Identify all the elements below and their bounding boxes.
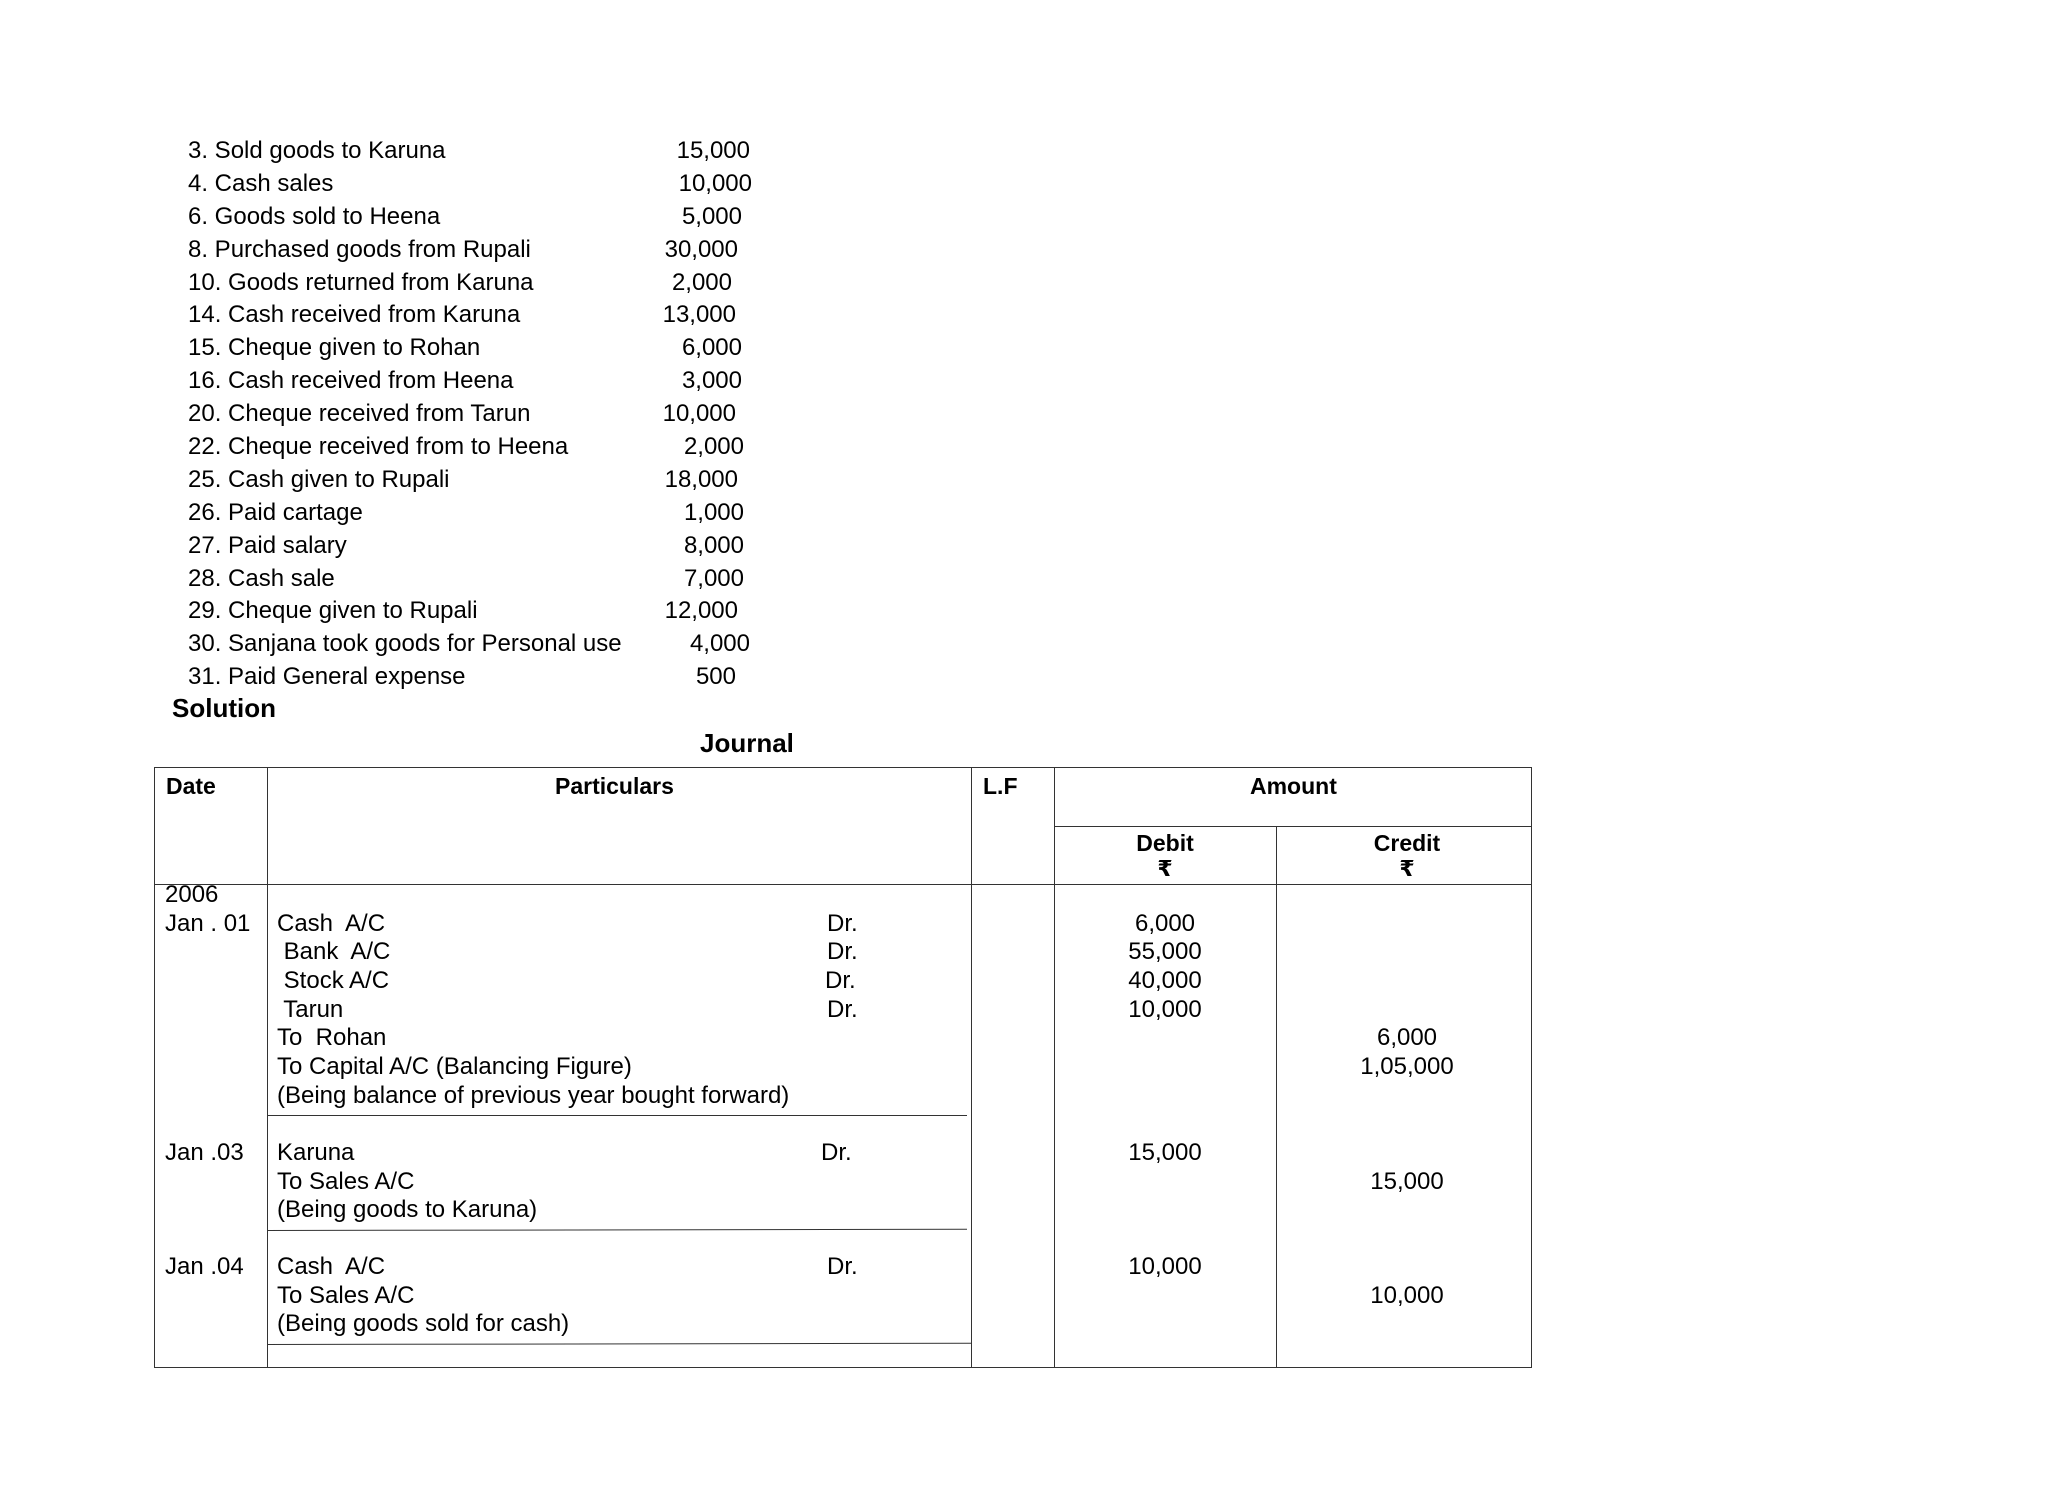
entry2-line: Karuna (277, 1139, 355, 1166)
entry3-credit: 10,000 (1370, 1282, 1444, 1309)
transaction-amount: 13,000 (662, 301, 736, 329)
header-lf: L.F (983, 773, 1018, 799)
transaction-description: 8. Purchased goods from Rupali (188, 235, 531, 263)
transaction-row (188, 398, 1008, 431)
transaction-description: 29. Cheque given to Rupali (188, 597, 478, 625)
transaction-row (188, 628, 1008, 661)
transaction-amount: 3,000 (681, 367, 742, 395)
col-rule-date (267, 768, 268, 1367)
transaction-row (188, 168, 1008, 201)
transaction-amount: 10,000 (662, 400, 736, 428)
transaction-amount: 30,000 (664, 235, 738, 263)
transaction-row (188, 135, 1008, 168)
transaction-row (188, 530, 1008, 563)
transaction-description: 6. Goods sold to Heena (188, 202, 441, 230)
transaction-description: 26. Paid cartage (188, 498, 363, 526)
entry2-narration: (Being goods to Karuna) (277, 1196, 538, 1223)
transaction-description: 31. Paid General expense (188, 663, 466, 691)
transaction-amount: 8,000 (683, 531, 744, 559)
entry1-line: To Capital A/C (Balancing Figure) (277, 1053, 632, 1080)
transaction-amount: 6,000 (681, 334, 742, 362)
transaction-amount: 4,000 (689, 630, 750, 658)
transaction-row (188, 365, 1008, 398)
entry1-rule (267, 1115, 967, 1116)
entry1-line: To Rohan (277, 1024, 387, 1051)
transaction-amount: 15,000 (676, 137, 750, 164)
entry2-debit: 15,000 (1128, 1139, 1202, 1166)
transaction-description: 10. Goods returned from Karuna (188, 268, 534, 296)
transaction-description: 28. Cash sale (188, 564, 335, 592)
transaction-amount: 18,000 (664, 465, 738, 493)
entry-year: 2006 (165, 881, 219, 908)
entry1-dr: Dr. (827, 910, 858, 937)
transaction-description: 22. Cheque received from to Heena (188, 433, 569, 461)
transaction-description: 16. Cash received from Heena (188, 367, 514, 395)
transaction-amount: 5,000 (681, 202, 742, 230)
col-rule-debit (1276, 826, 1277, 1367)
amount-subheader-rule (1054, 826, 1531, 827)
entry1-line: Tarun (277, 996, 344, 1023)
transaction-description: 3. Sold goods to Karuna (188, 137, 446, 164)
journal-title: Journal (700, 728, 794, 758)
transaction-row (188, 299, 1008, 332)
entry1-credit: 1,05,000 (1360, 1053, 1454, 1080)
transaction-amount: 500 (695, 663, 736, 691)
entry3-line: To Sales A/C (277, 1282, 415, 1309)
header-debit: Debit (1136, 830, 1194, 856)
entry1-line: Bank A/C (277, 938, 391, 965)
transaction-amount: 1,000 (683, 498, 744, 526)
transaction-description: 27. Paid salary (188, 531, 347, 559)
entry1-debit: 40,000 (1128, 967, 1202, 994)
header-amount: Amount (1250, 773, 1337, 799)
credit-currency-icon: ₹ (1399, 856, 1415, 881)
entry3-date: Jan .04 (165, 1253, 244, 1280)
transaction-row (188, 431, 1008, 464)
transaction-description: 25. Cash given to Rupali (188, 465, 450, 493)
entry1-dr: Dr. (825, 967, 856, 994)
col-rule-lf (1054, 768, 1055, 1367)
entry1-dr: Dr. (827, 996, 858, 1023)
journal-table (154, 767, 1532, 1368)
transaction-row (188, 267, 1008, 300)
entry1-narration: (Being balance of previous year bought forward) (277, 1082, 790, 1109)
header-credit: Credit (1373, 830, 1441, 856)
transaction-row (188, 661, 1008, 694)
debit-currency-icon: ₹ (1157, 856, 1173, 881)
transaction-row (188, 234, 1008, 267)
entry2-credit: 15,000 (1370, 1168, 1444, 1195)
entry3-narration: (Being goods sold for cash) (277, 1310, 570, 1337)
entry1-dr: Dr. (827, 938, 858, 965)
entry3-line: Cash A/C (277, 1253, 386, 1280)
transaction-description: 4. Cash sales (188, 169, 334, 197)
transaction-row (188, 332, 1008, 365)
entry3-rule (267, 1343, 971, 1345)
transaction-amount: 2,000 (683, 433, 744, 461)
transaction-description: 15. Cheque given to Rohan (188, 334, 481, 362)
header-date: Date (166, 773, 216, 799)
header-particulars: Particulars (555, 773, 674, 799)
transaction-description: 20. Cheque received from Tarun (188, 400, 531, 428)
header-bottom-rule (155, 884, 1531, 885)
entry2-dr: Dr. (821, 1139, 852, 1166)
entry1-debit: 10,000 (1128, 996, 1202, 1023)
col-rule-particulars (971, 768, 972, 1367)
entry2-date: Jan .03 (165, 1139, 244, 1166)
transaction-row (188, 497, 1008, 530)
transaction-row (188, 595, 1008, 628)
entry1-debit: 6,000 (1134, 910, 1196, 937)
transaction-row (188, 201, 1008, 234)
entry1-line: Cash A/C (277, 910, 386, 937)
transaction-amount: 2,000 (671, 268, 732, 296)
entry1-debit: 55,000 (1128, 938, 1202, 965)
transaction-list (188, 135, 1008, 694)
transaction-amount: 12,000 (664, 597, 738, 625)
transaction-amount: 7,000 (683, 564, 744, 592)
transaction-row (188, 464, 1008, 497)
entry2-line: To Sales A/C (277, 1168, 415, 1195)
entry3-debit: 10,000 (1128, 1253, 1202, 1280)
entry1-date: Jan . 01 (165, 910, 251, 937)
transaction-description: 14. Cash received from Karuna (188, 301, 521, 329)
solution-heading: Solution (172, 693, 276, 723)
entry1-credit: 6,000 (1376, 1024, 1438, 1051)
transaction-amount: 10,000 (678, 169, 752, 197)
entry3-dr: Dr. (827, 1253, 858, 1280)
entry1-line: Stock A/C (277, 967, 390, 994)
transaction-description: 30. Sanjana took goods for Personal use (188, 630, 622, 658)
entry2-rule (267, 1229, 967, 1231)
transaction-row (188, 563, 1008, 596)
